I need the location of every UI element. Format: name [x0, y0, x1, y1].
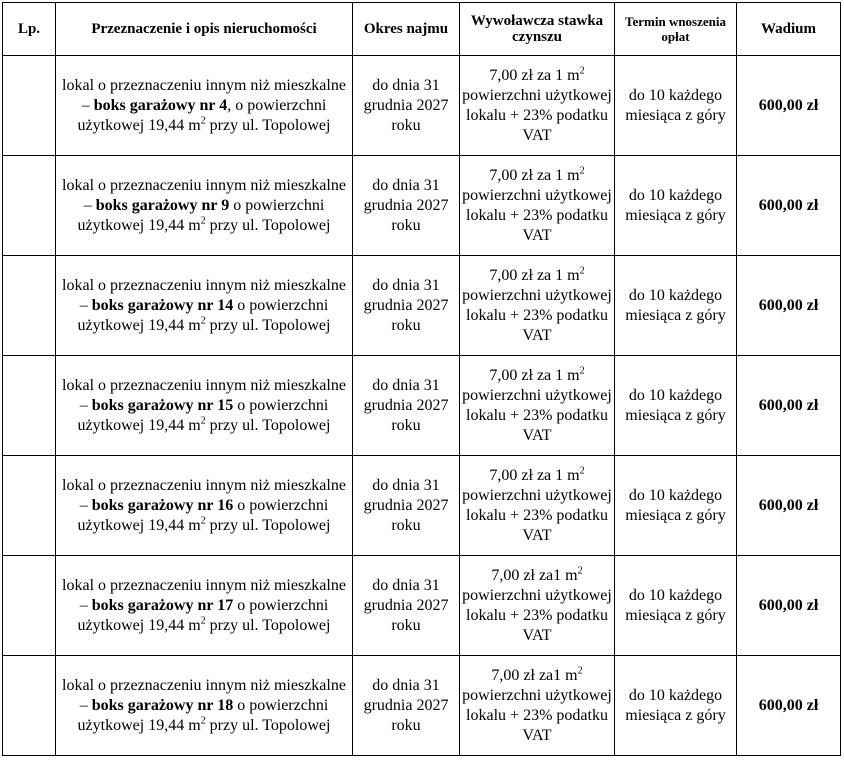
table-row — [3, 356, 841, 456]
row-deposit: 600,00 zł — [737, 256, 841, 356]
row-period: do dnia 31 grudnia 2027 roku — [353, 456, 460, 556]
garage-number: boks garażowy nr 14 — [91, 296, 234, 314]
row-deposit: 600,00 zł — [737, 156, 841, 256]
header-payment: Termin wnoszenia opłat — [615, 3, 737, 56]
row-period: do dnia 31 grudnia 2027 roku — [353, 56, 460, 156]
garage-number: boks garażowy nr 16 — [91, 496, 234, 514]
table-row — [3, 56, 841, 156]
header-rate: Wywoławcza stawka czynszu — [460, 3, 615, 56]
row-period: do dnia 31 grudnia 2027 roku — [353, 556, 460, 656]
header-description: Przeznaczenie i opis nieruchomości — [56, 3, 353, 56]
row-description: lokal o przeznaczeniu innym niż mieszkalne – boks garażowy nr 18 o powierzchni użytkowej 19,44 $m^2$ przy ul. Topolowej — [56, 656, 353, 756]
row-lp — [3, 156, 56, 256]
row-period: do dnia 31 grudnia 2027 roku — [353, 256, 460, 356]
row-deposit: 600,00 zł — [737, 356, 841, 456]
row-description: lokal o przeznaczeniu innym niż mieszkalne – boks garażowy nr 4, o powierzchni użytkowej 19,44 $m^2$ przy ul. Topolowej — [56, 56, 353, 156]
row-rate: 7,00 zł za 1 $m^2$ powierzchni użytkowej lokalu + 23% podatku VAT — [460, 356, 615, 456]
row-payment: do 10 każdego miesiąca z góry — [615, 156, 737, 256]
row-rate: 7,00 zł za1 $m^2$ powierzchni użytkowej lokalu + 23% podatku VAT — [460, 556, 615, 656]
row-rate: 7,00 zł za 1 $m^2$ powierzchni użytkowej lokalu + 23% podatku VAT — [460, 56, 615, 156]
row-payment: do 10 każdego miesiąca z góry — [615, 556, 737, 656]
garage-number: boks garażowy nr 4 — [93, 96, 228, 114]
row-deposit: 600,00 zł — [737, 656, 841, 756]
table-row — [3, 456, 841, 556]
row-payment: do 10 każdego miesiąca z góry — [615, 456, 737, 556]
header-period: Okres najmu — [353, 3, 460, 56]
table-row — [3, 256, 841, 356]
garage-number: boks garażowy nr 15 — [91, 396, 234, 414]
row-description: lokal o przeznaczeniu innym niż mieszkalne – boks garażowy nr 14 o powierzchni użytkowej 19,44 $m^2$ przy ul. Topolowej — [56, 256, 353, 356]
header-deposit: Wadium — [737, 3, 841, 56]
row-deposit: 600,00 zł — [737, 456, 841, 556]
row-rate: 7,00 zł za 1 $m^2$ powierzchni użytkowej lokalu + 23% podatku VAT — [460, 156, 615, 256]
row-period: do dnia 31 grudnia 2027 roku — [353, 656, 460, 756]
row-description: lokal o przeznaczeniu innym niż mieszkalne – boks garażowy nr 16 o powierzchni użytkowej 19,44 $m^2$ przy ul. Topolowej — [56, 456, 353, 556]
header-lp: Lp. — [3, 3, 56, 56]
header-row — [3, 3, 841, 56]
row-payment: do 10 każdego miesiąca z góry — [615, 56, 737, 156]
row-deposit: 600,00 zł — [737, 556, 841, 656]
row-period: do dnia 31 grudnia 2027 roku — [353, 356, 460, 456]
row-rate: 7,00 zł za1 $m^2$ powierzchni użytkowej lokalu + 23% podatku VAT — [460, 656, 615, 756]
row-description: lokal o przeznaczeniu innym niż mieszkalne – boks garażowy nr 9 o powierzchni użytkowej 19,44 $m^2$ przy ul. Topolowej — [56, 156, 353, 256]
row-description: lokal o przeznaczeniu innym niż mieszkalne – boks garażowy nr 15 o powierzchni użytkowej 19,44 $m^2$ przy ul. Topolowej — [56, 356, 353, 456]
row-period: do dnia 31 grudnia 2027 roku — [353, 156, 460, 256]
row-payment: do 10 każdego miesiąca z góry — [615, 256, 737, 356]
row-rate: 7,00 zł za 1 $m^2$ powierzchni użytkowej lokalu + 23% podatku VAT — [460, 456, 615, 556]
row-payment: do 10 każdego miesiąca z góry — [615, 356, 737, 456]
table-row — [3, 556, 841, 656]
row-payment: do 10 każdego miesiąca z góry — [615, 656, 737, 756]
table-row — [3, 156, 841, 256]
row-lp — [3, 356, 56, 456]
row-lp — [3, 656, 56, 756]
table-row — [3, 656, 841, 756]
garage-number: boks garażowy nr 18 — [91, 696, 234, 714]
row-lp — [3, 556, 56, 656]
row-deposit: 600,00 zł — [737, 56, 841, 156]
rental-offer-table — [2, 2, 841, 756]
row-description: lokal o przeznaczeniu innym niż mieszkalne – boks garażowy nr 17 o powierzchni użytkowej 19,44 $m^2$ przy ul. Topolowej — [56, 556, 353, 656]
row-rate: 7,00 zł za 1 $m^2$ powierzchni użytkowej lokalu + 23% podatku VAT — [460, 256, 615, 356]
garage-number: boks garażowy nr 17 — [91, 596, 234, 614]
garage-number: boks garażowy nr 9 — [95, 196, 230, 214]
row-lp — [3, 56, 56, 156]
row-lp — [3, 256, 56, 356]
row-lp — [3, 456, 56, 556]
